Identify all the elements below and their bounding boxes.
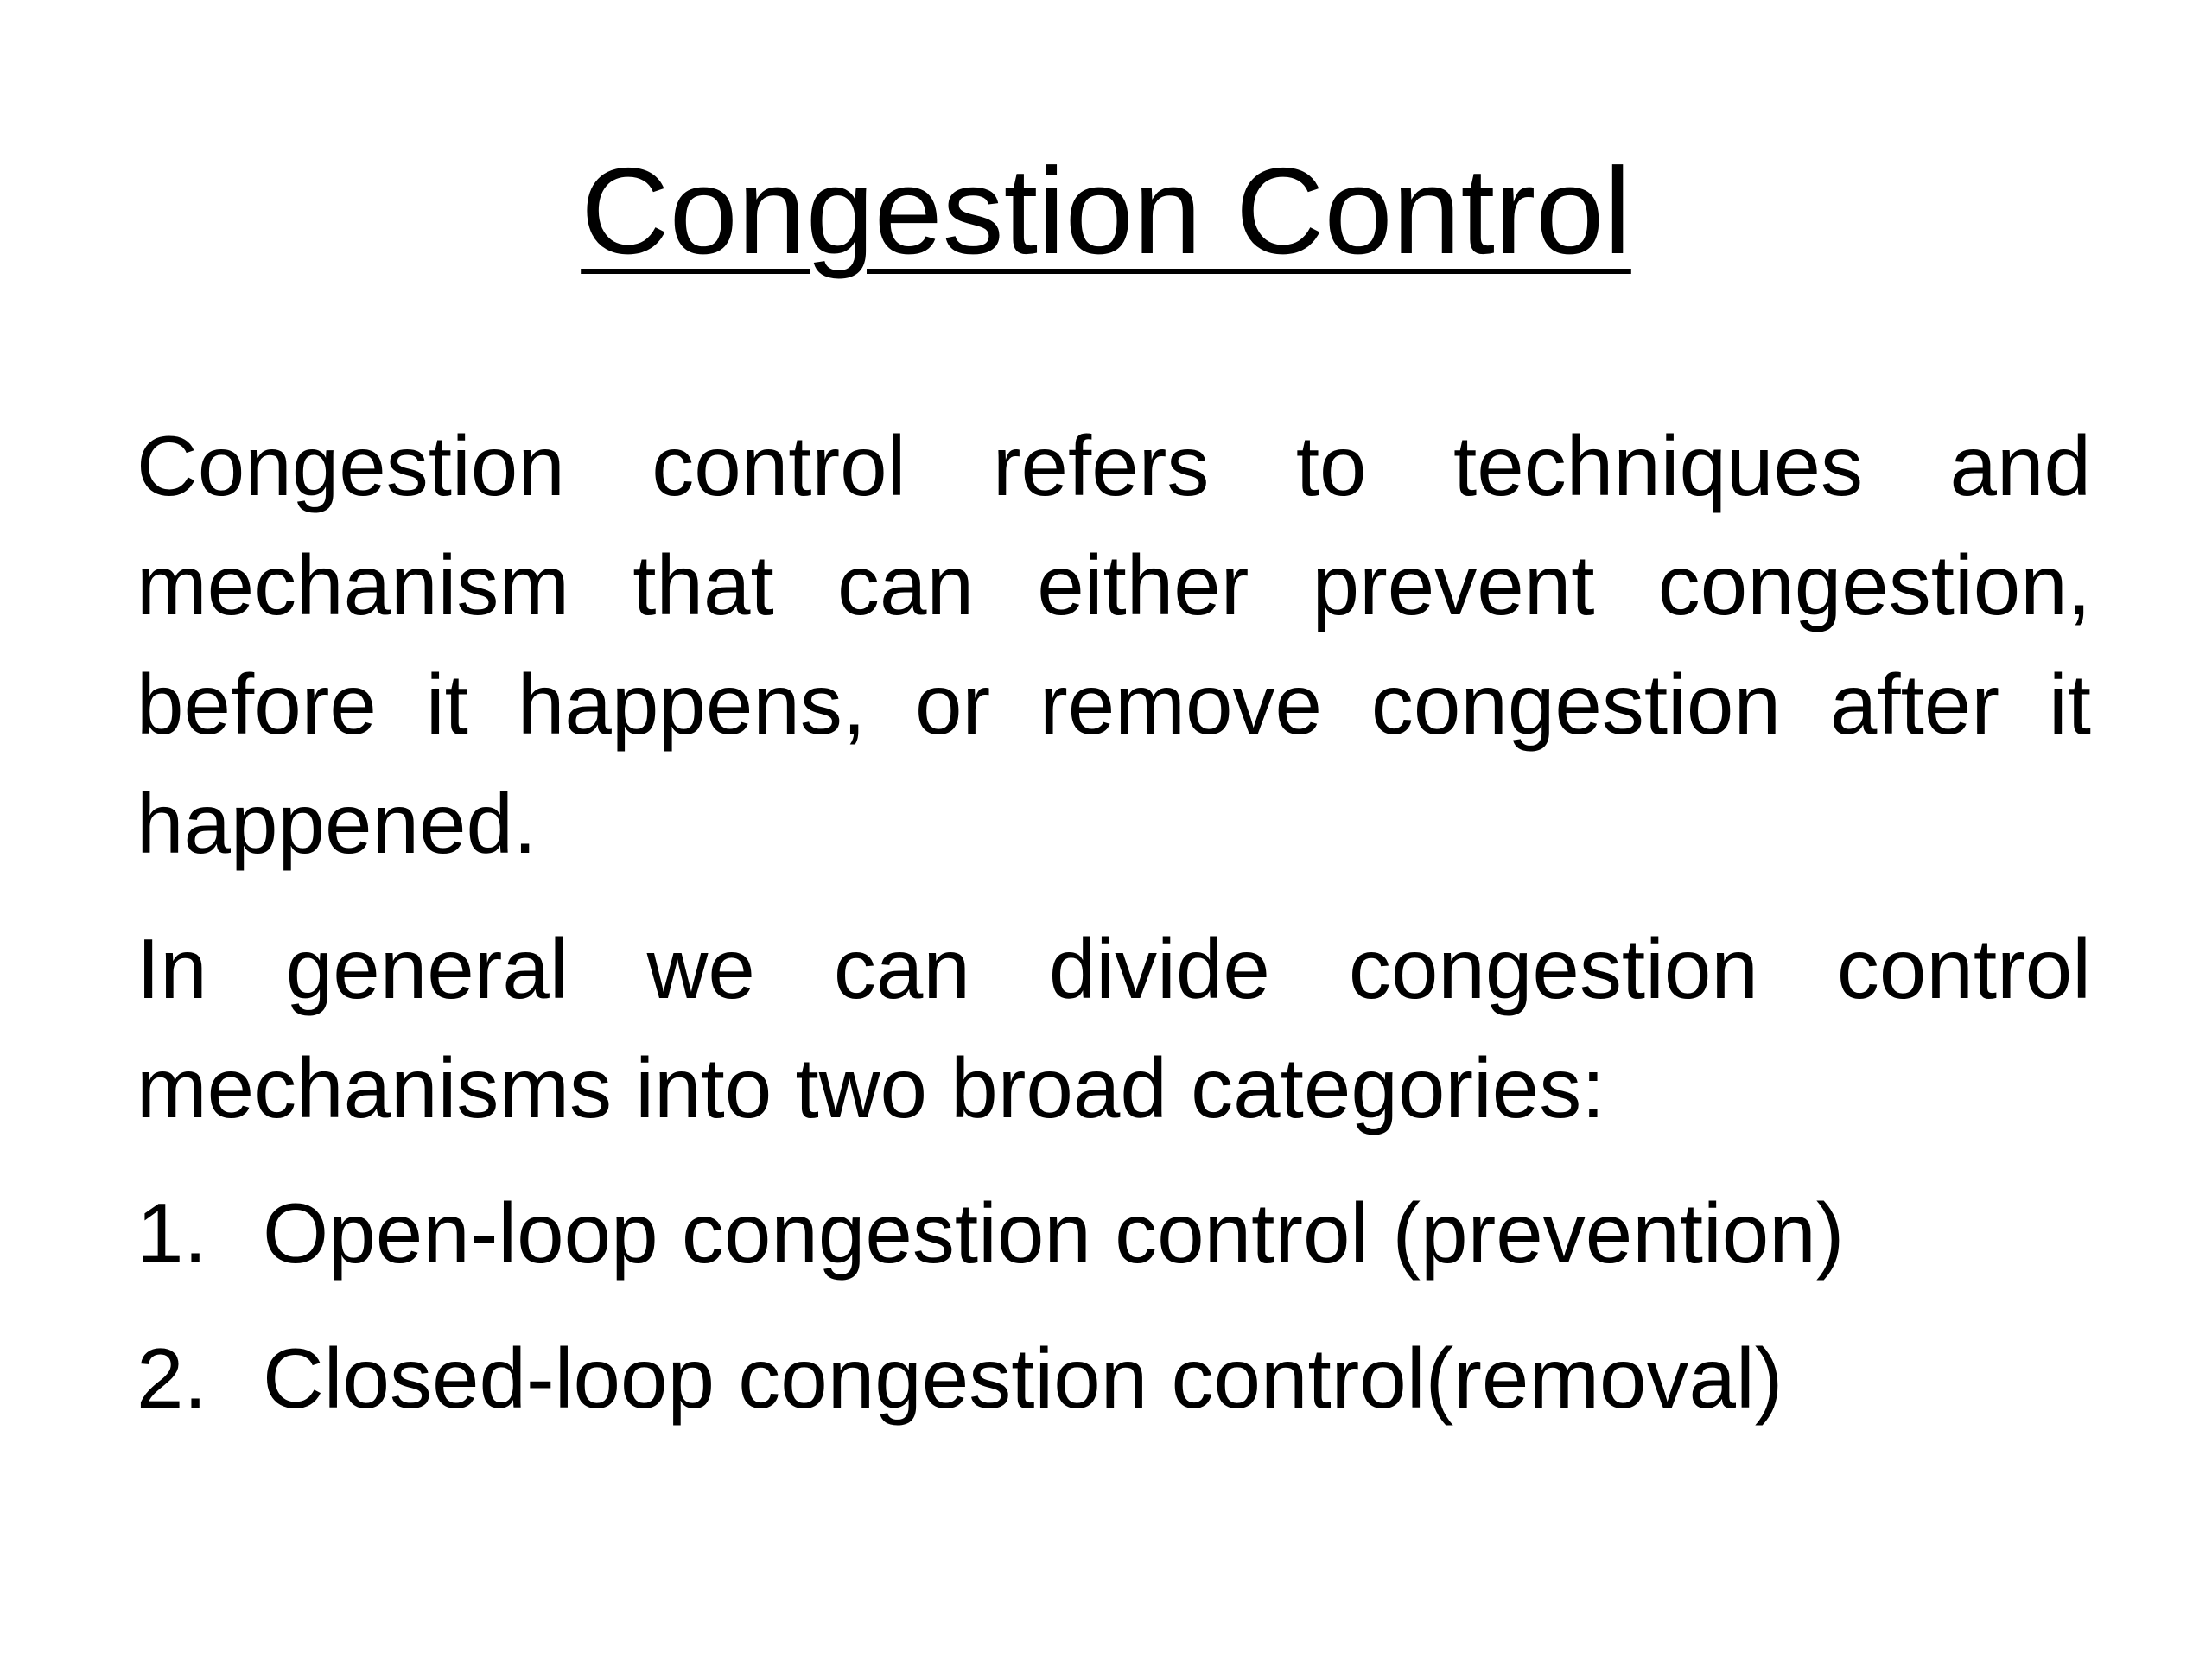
list-item bbox=[137, 1319, 2091, 1438]
list-item bbox=[137, 1173, 2091, 1293]
list-number: 1. bbox=[137, 1185, 207, 1281]
list-number: 2. bbox=[137, 1331, 207, 1426]
list-text: Open-loop congestion control (prevention) bbox=[263, 1185, 1845, 1281]
category-list bbox=[137, 1173, 2091, 1438]
slide-body bbox=[137, 406, 2091, 1464]
list-text: Closed-loop congestion control(removal) bbox=[263, 1331, 1783, 1426]
paragraph-definition: Congestion control refers to techniques and mechanism that can either prevent congestion, before it happens, or remove congestion after it happened. bbox=[137, 418, 2091, 871]
paragraph-categories: In general we can divide congestion control mechanisms into two broad categories: bbox=[137, 921, 2091, 1135]
slide-title: Congestion Control bbox=[581, 143, 1631, 280]
